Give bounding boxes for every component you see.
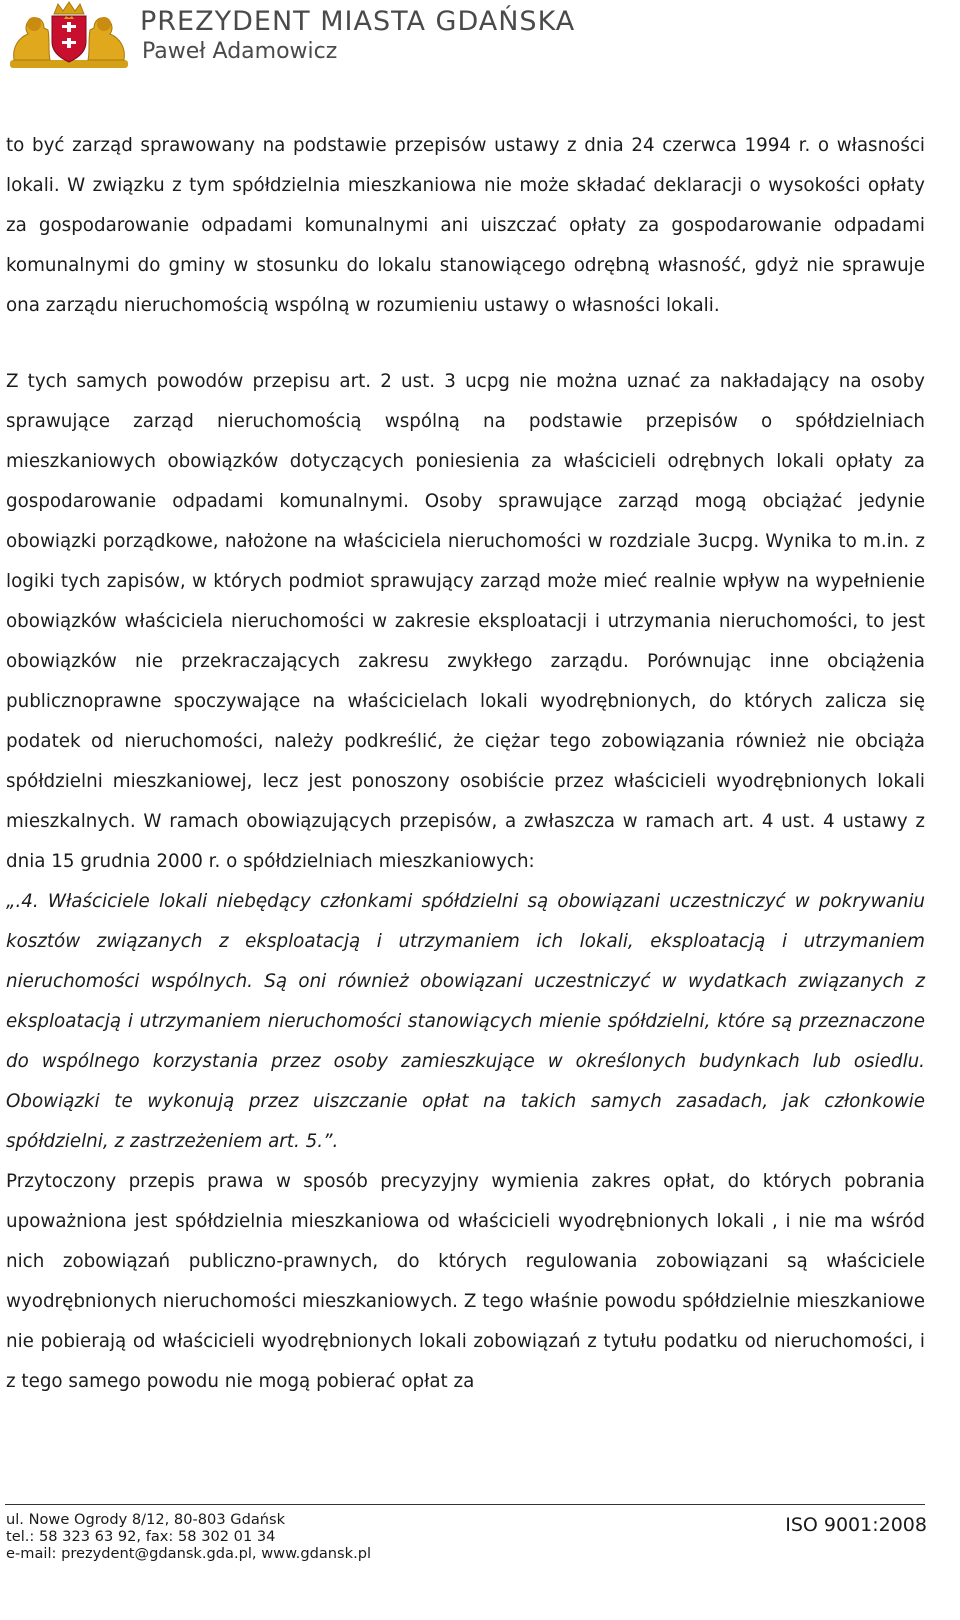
paragraph-2: Z tych samych powodów przepisu art. 2 ust. 3 ucpg nie można uznać za nakładający na osoby sprawujące zarząd nieruchomością wspólną na podstawie przepisów o spółdzielniach mieszkaniowych obowiązków dotyczących poniesienia za właścicieli odrębnych lokali opłaty za gospodarowanie odpadami komunalnymi. Osoby sprawujące zarząd mogą obciążać jedynie obowiązki porządkowe, nałożone na właściciela nieruchomości w rozdziale 3ucpg. Wynika to m.in. z logiki tych zapisów, w których podmiot sprawujący zarząd może mieć realnie wpływ na wypełnienie obowiązków właściciela nieruchomości w zakresie eksploatacji i utrzymania nieruchomości, to jest obowiązków nie przekraczających zakresu zwykłego zarządu. Porównując inne obciążenia publicznoprawne spoczywające na właścicielach lokali wyodrębnionych, do których zalicza się podatek od nieruchomości, należy podkreślić, że ciężar tego zobowiązania również nie obciąża spółdzielni mieszkaniowej, lecz jest ponoszony osobiście przez właścicieli wyodrębnionych lokali mieszkalnych. W ramach obowiązujących przepisów, a zwłaszcza w ramach art. 4 ust. 4 ustawy z dnia 15 grudnia 2000 r. o spółdzielniach mieszkaniowych: (6, 371, 925, 872)
gdansk-coat-of-arms-icon (4, 0, 134, 72)
footer-contact (6, 1511, 371, 1562)
paragraph-1: to być zarząd sprawowany na podstawie przepisów ustawy z dnia 24 czerwca 1994 r. o własności lokali. W związku z tym spółdzielnia mieszkaniowa nie może składać deklaracji o wysokości opłaty za gospodarowanie odpadami komunalnymi ani uiszczać opłaty za gospodarowanie odpadami komunalnymi do gminy w stosunku do lokalu stanowiącego odrębną własność, gdyż nie sprawuje ona zarządu nieruchomością wspólną w rozumieniu ustawy o własności lokali. (6, 135, 925, 316)
paragraph-3: Przytoczony przepis prawa w sposób precyzyjny wymienia zakres opłat, do których pobrania upoważniona jest spółdzielnia mieszkaniowa od właścicieli wyodrębnionych lokali , i nie ma wśród nich zobowiązań publiczno-prawnych, do których regulowania zobowiązani są właściciele wyodrębnionych nieruchomości mieszkaniowych. Z tego właśnie powodu spółdzielnie mieszkaniowe nie pobierają od właścicieli wyodrębnionych lokali zobowiązań z tytułu podatku od nieruchomości, i z tego samego powodu nie mogą pobierać opłat za (6, 1171, 925, 1392)
footer-divider (5, 1504, 925, 1505)
page-subtitle: Paweł Adamowicz (142, 39, 338, 64)
legal-quote: „.4. Właściciele lokali niebędący członkami spółdzielni są obowiązani uczestniczyć w pokrywaniu kosztów związanych z eksploatacją i utrzymaniem ich lokali, eksploatacją i utrzymaniem nieruchomości wspólnych. Są oni również obowiązani uczestniczyć w wydatkach związanych z eksploatacją i utrzymaniem nieruchomości stanowiących mienie spółdzielni, które są przeznaczone do wspólnego korzystania przez osoby zamieszkujące w określonych budynkach lub osiedlu. Obowiązki te wykonują przez uiszczanie opłat na takich samych zasadach, jak członkowie spółdzielni, z zastrzeżeniem art. 5.”. (6, 891, 925, 1152)
document-body (6, 126, 925, 1402)
page-title: PREZYDENT MIASTA GDAŃSKA (140, 6, 576, 37)
footer-phone: tel.: 58 323 63 92, fax: 58 302 01 34 (6, 1528, 276, 1545)
iso-certification: ISO 9001:2008 (785, 1514, 927, 1536)
footer-address: ul. Nowe Ogrody 8/12, 80-803 Gdańsk (6, 1511, 286, 1528)
footer-email: e-mail: prezydent@gdansk.gda.pl, www.gdansk.pl (6, 1545, 372, 1562)
page-header (4, 0, 704, 74)
